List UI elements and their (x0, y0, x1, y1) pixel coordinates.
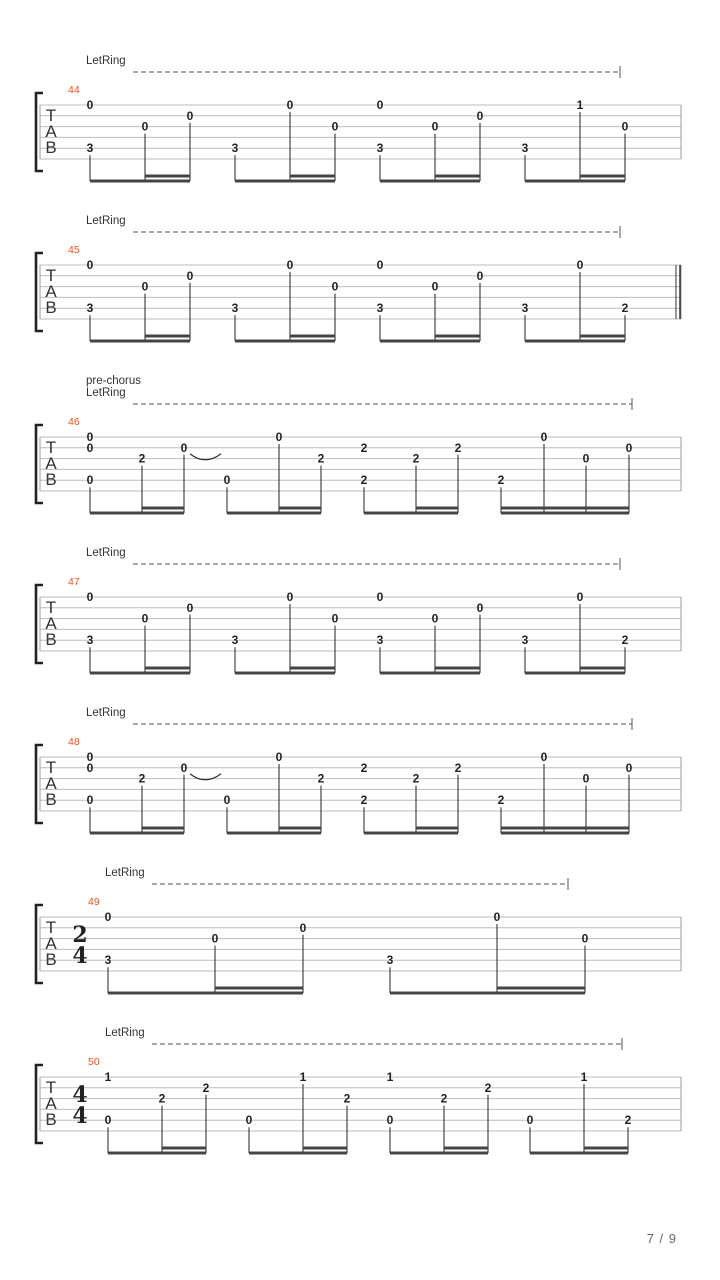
fret-number: 0 (331, 119, 339, 134)
fret-number: 0 (431, 119, 439, 134)
tab-clef-letter: T (45, 266, 57, 285)
fret-number: 3 (231, 633, 239, 648)
fret-number: 0 (223, 793, 231, 808)
fret-number: 0 (331, 611, 339, 626)
fret-number: 2 (624, 1113, 632, 1128)
fret-number: 3 (104, 953, 112, 968)
let-ring-label: LetRing (105, 1027, 145, 1039)
fret-number: 0 (331, 279, 339, 294)
fret-number: 0 (376, 590, 384, 604)
fret-number: 0 (86, 440, 94, 455)
time-signature-digit: 2 (72, 922, 88, 948)
tab-system-50 (36, 1027, 681, 1153)
fret-number: 0 (275, 750, 283, 764)
fret-number: 0 (86, 473, 94, 488)
fret-number: 0 (186, 108, 194, 123)
section-marker: pre-chorus (86, 375, 141, 387)
measure-number: 48 (68, 736, 80, 748)
fret-number: 2 (497, 793, 505, 808)
fret-number: 2 (484, 1080, 492, 1095)
fret-number: 0 (186, 600, 194, 615)
fret-number: 0 (299, 920, 307, 935)
measure-number: 46 (68, 416, 80, 428)
tab-clef-letter: B (45, 138, 57, 157)
fret-number: 2 (317, 451, 325, 466)
fret-number: 0 (582, 771, 590, 786)
tab-clef-letter: B (45, 950, 57, 969)
fret-number: 2 (454, 760, 462, 775)
fret-number: 3 (376, 141, 384, 156)
fret-number: 0 (376, 98, 384, 112)
tab-clef-letter: B (45, 298, 57, 317)
fret-number: 3 (376, 301, 384, 316)
let-ring-label: LetRing (86, 55, 126, 67)
fret-number: 2 (202, 1080, 210, 1095)
fret-number: 3 (231, 301, 239, 316)
fret-number: 3 (86, 633, 94, 648)
tab-clef-letter: A (45, 122, 57, 141)
fret-number: 1 (104, 1070, 112, 1084)
measure-number: 44 (68, 84, 80, 96)
fret-number: 0 (576, 258, 584, 272)
fret-number: 1 (576, 98, 584, 112)
fret-number: 2 (317, 771, 325, 786)
time-signature-digit: 4 (72, 1103, 88, 1129)
tab-clef-letter: T (45, 918, 57, 937)
fret-number: 0 (286, 98, 294, 112)
fret-number: 0 (86, 590, 94, 604)
fret-number: 0 (180, 440, 188, 455)
fret-number: 2 (412, 451, 420, 466)
tab-system-45 (36, 215, 681, 341)
fret-number: 0 (141, 119, 149, 134)
tab-clef-letter: A (45, 614, 57, 633)
fret-number: 2 (412, 771, 420, 786)
fret-number: 0 (476, 268, 484, 283)
tab-clef-letter: A (45, 1094, 57, 1113)
fret-number: 3 (521, 301, 529, 316)
tab-system-47 (36, 547, 681, 673)
fret-number: 3 (231, 141, 239, 156)
fret-number: 1 (299, 1070, 307, 1084)
measure-number: 49 (88, 896, 100, 908)
measure-number: 47 (68, 576, 80, 588)
tab-system-46 (36, 375, 681, 513)
let-ring-label: LetRing (86, 215, 126, 227)
fret-number: 0 (86, 750, 94, 764)
let-ring-label: LetRing (86, 387, 126, 399)
fret-number: 0 (275, 430, 283, 444)
fret-number: 0 (540, 430, 548, 444)
fret-number: 2 (360, 473, 368, 488)
fret-number: 2 (440, 1091, 448, 1106)
fret-number: 0 (86, 258, 94, 272)
tab-clef-letter: A (45, 934, 57, 953)
page-number: 7 / 9 (646, 1231, 677, 1246)
fret-number: 2 (343, 1091, 351, 1106)
tab-clef-letter: A (45, 454, 57, 473)
fret-number: 0 (104, 910, 112, 924)
tab-clef-letter: B (45, 630, 57, 649)
fret-number: 0 (211, 931, 219, 946)
fret-number: 0 (86, 430, 94, 444)
fret-number: 2 (138, 451, 146, 466)
fret-number: 0 (286, 590, 294, 604)
fret-number: 2 (621, 633, 629, 648)
fret-number: 0 (621, 119, 629, 134)
fret-number: 0 (286, 258, 294, 272)
fret-number: 0 (476, 600, 484, 615)
tab-clef-letter: T (45, 106, 57, 125)
fret-number: 0 (476, 108, 484, 123)
fret-number: 1 (386, 1070, 394, 1084)
fret-number: 0 (581, 931, 589, 946)
fret-number: 3 (386, 953, 394, 968)
fret-number: 3 (376, 633, 384, 648)
tab-system-48 (36, 707, 681, 833)
fret-number: 3 (521, 141, 529, 156)
fret-number: 0 (625, 440, 633, 455)
fret-number: 0 (582, 451, 590, 466)
time-signature-digit: 4 (72, 1082, 88, 1108)
let-ring-label: LetRing (105, 867, 145, 879)
fret-number: 0 (180, 760, 188, 775)
measure-number: 50 (88, 1056, 100, 1068)
fret-number: 0 (386, 1113, 394, 1128)
fret-number: 0 (104, 1113, 112, 1128)
fret-number: 3 (86, 301, 94, 316)
tab-clef-letter: T (45, 438, 57, 457)
tab-system-49 (36, 867, 681, 993)
fret-number: 0 (141, 279, 149, 294)
fret-number: 2 (497, 473, 505, 488)
fret-number: 0 (186, 268, 194, 283)
tab-system-44 (36, 55, 681, 181)
fret-number: 0 (431, 279, 439, 294)
measure-number: 45 (68, 244, 80, 256)
tab-clef-letter: B (45, 470, 57, 489)
fret-number: 0 (576, 590, 584, 604)
fret-number: 0 (526, 1113, 534, 1128)
tab-clef-letter: A (45, 282, 57, 301)
fret-number: 2 (454, 440, 462, 455)
fret-number: 0 (223, 473, 231, 488)
fret-number: 2 (360, 760, 368, 775)
fret-number: 2 (360, 440, 368, 455)
fret-number: 0 (493, 910, 501, 924)
fret-number: 0 (376, 258, 384, 272)
tab-clef-letter: T (45, 598, 57, 617)
fret-number: 0 (86, 760, 94, 775)
fret-number: 0 (86, 98, 94, 112)
fret-number: 0 (431, 611, 439, 626)
tab-clef-letter: B (45, 790, 57, 809)
fret-number: 0 (625, 760, 633, 775)
fret-number: 2 (621, 301, 629, 316)
fret-number: 0 (141, 611, 149, 626)
tab-clef-letter: T (45, 758, 57, 777)
tab-clef-letter: B (45, 1110, 57, 1129)
let-ring-label: LetRing (86, 547, 126, 559)
let-ring-label: LetRing (86, 707, 126, 719)
fret-number: 0 (86, 793, 94, 808)
tab-clef-letter: T (45, 1078, 57, 1097)
tab-clef-letter: A (45, 774, 57, 793)
fret-number: 0 (540, 750, 548, 764)
fret-number: 2 (158, 1091, 166, 1106)
fret-number: 3 (86, 141, 94, 156)
fret-number: 2 (138, 771, 146, 786)
fret-number: 3 (521, 633, 529, 648)
fret-number: 1 (580, 1070, 588, 1084)
time-signature-digit: 4 (72, 943, 88, 969)
fret-number: 2 (360, 793, 368, 808)
fret-number: 0 (245, 1113, 253, 1128)
